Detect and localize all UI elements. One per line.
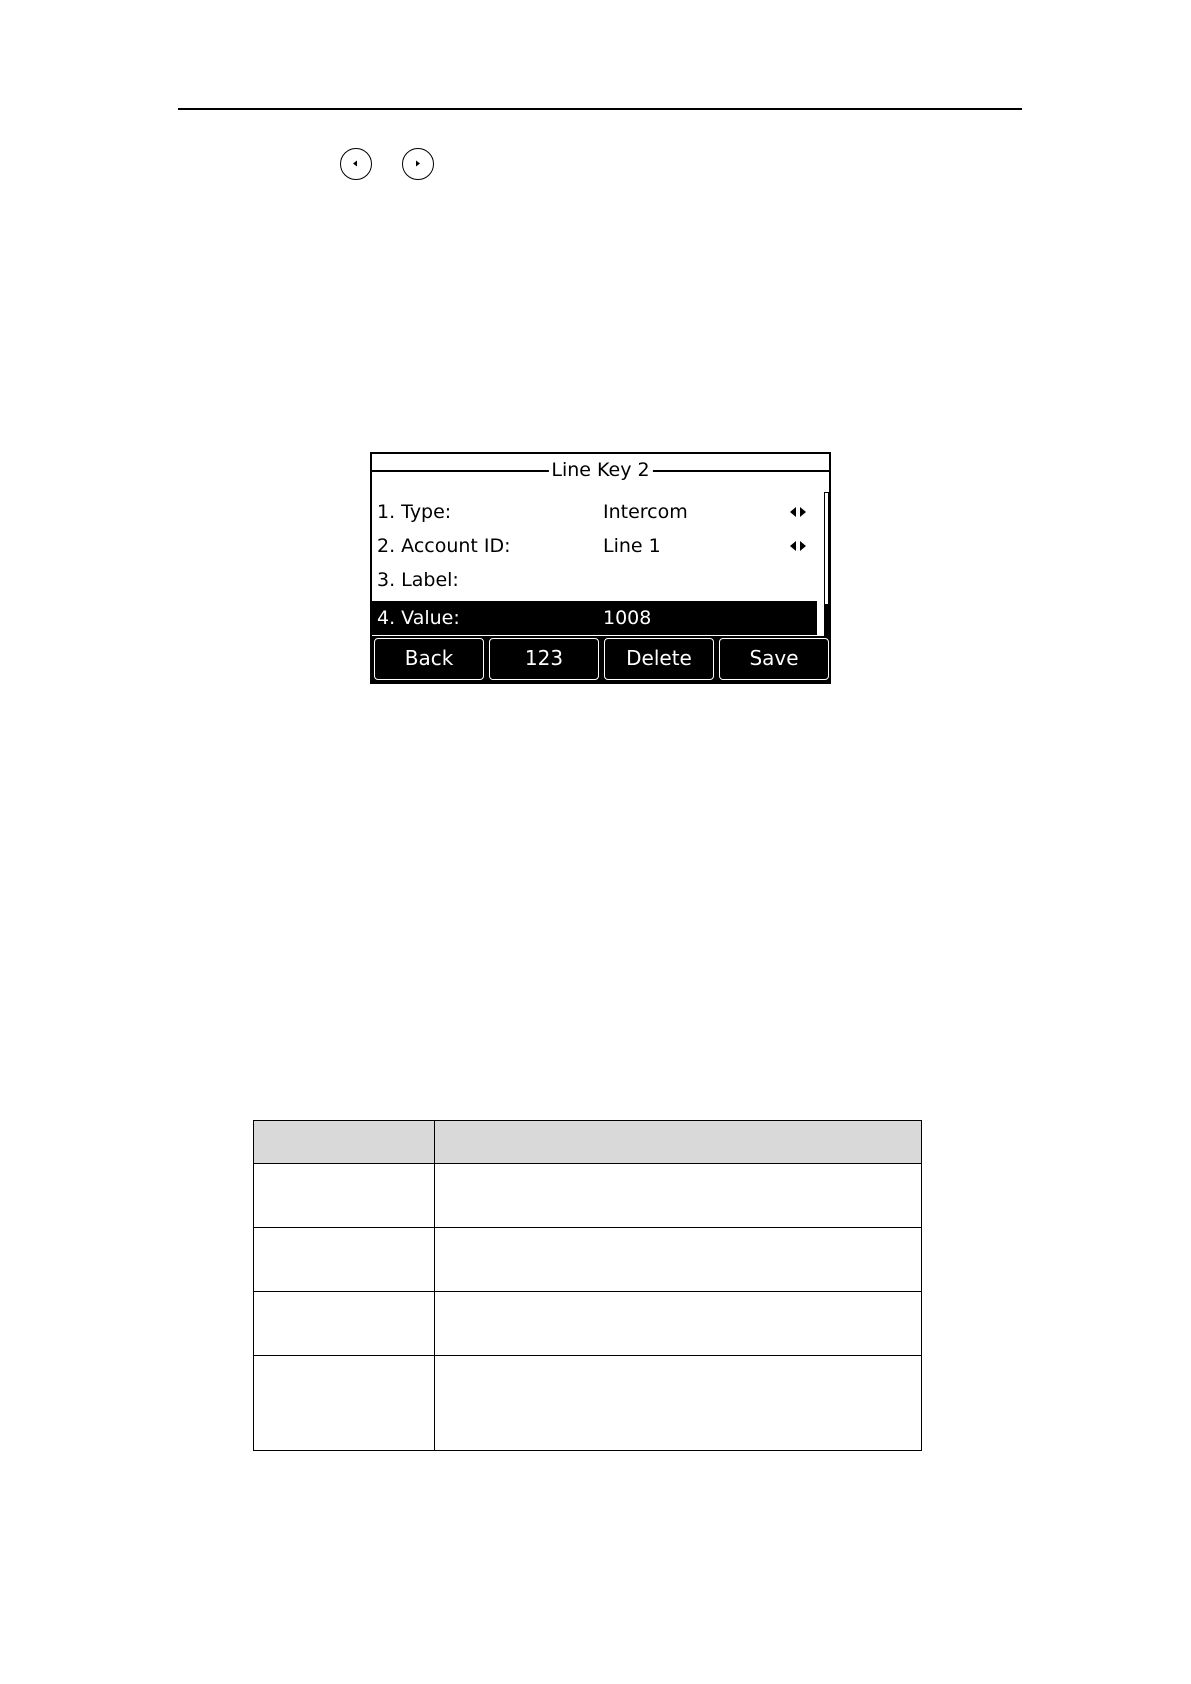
lcd-row-label: 3. Label: — [377, 569, 459, 591]
table-row — [254, 1228, 922, 1292]
table-cell — [435, 1228, 922, 1292]
table-row — [254, 1356, 922, 1451]
back-softkey[interactable]: Back — [374, 638, 484, 680]
table-cell — [435, 1164, 922, 1228]
table-header-cell — [254, 1121, 435, 1164]
table-row — [254, 1164, 922, 1228]
header-rule — [178, 108, 1022, 110]
lcd-scrollbar-thumb — [825, 604, 828, 637]
123-softkey[interactable]: 123 — [489, 638, 599, 680]
lcd-row-label-field[interactable] — [372, 563, 817, 597]
lcd-scrollbar — [824, 492, 829, 638]
lcd-row-value: Intercom — [603, 501, 688, 523]
table-header-cell — [435, 1121, 922, 1164]
lcd-row-label: 4. Value: — [377, 607, 460, 629]
softkey-bar — [372, 636, 829, 682]
table-cell — [435, 1292, 922, 1356]
table-header-row — [254, 1121, 922, 1164]
table-cell — [254, 1228, 435, 1292]
lcd-row-value: Line 1 — [603, 535, 661, 557]
lcd-row-label: 2. Account ID: — [377, 535, 511, 557]
lcd-row-account-id[interactable] — [372, 529, 817, 563]
right-navigation-key-icon — [402, 148, 434, 180]
table-cell — [254, 1164, 435, 1228]
left-navigation-key-icon — [340, 148, 372, 180]
table-cell — [435, 1356, 922, 1451]
table-cell — [254, 1356, 435, 1451]
lcd-title: Line Key 2 — [548, 458, 652, 482]
lcd-row-value: 1008 — [603, 607, 652, 629]
save-softkey[interactable]: Save — [719, 638, 829, 680]
lcd-row-label: 1. Type: — [377, 501, 452, 523]
table-row — [254, 1292, 922, 1356]
table-cell — [254, 1292, 435, 1356]
reference-table — [253, 1120, 922, 1451]
lcd-row-value-field[interactable] — [372, 601, 817, 635]
phone-lcd-screen — [370, 452, 831, 684]
lcd-row-type[interactable] — [372, 495, 817, 529]
delete-softkey[interactable]: Delete — [604, 638, 714, 680]
left-right-arrows-icon — [790, 541, 810, 551]
left-right-arrows-icon — [790, 507, 810, 517]
